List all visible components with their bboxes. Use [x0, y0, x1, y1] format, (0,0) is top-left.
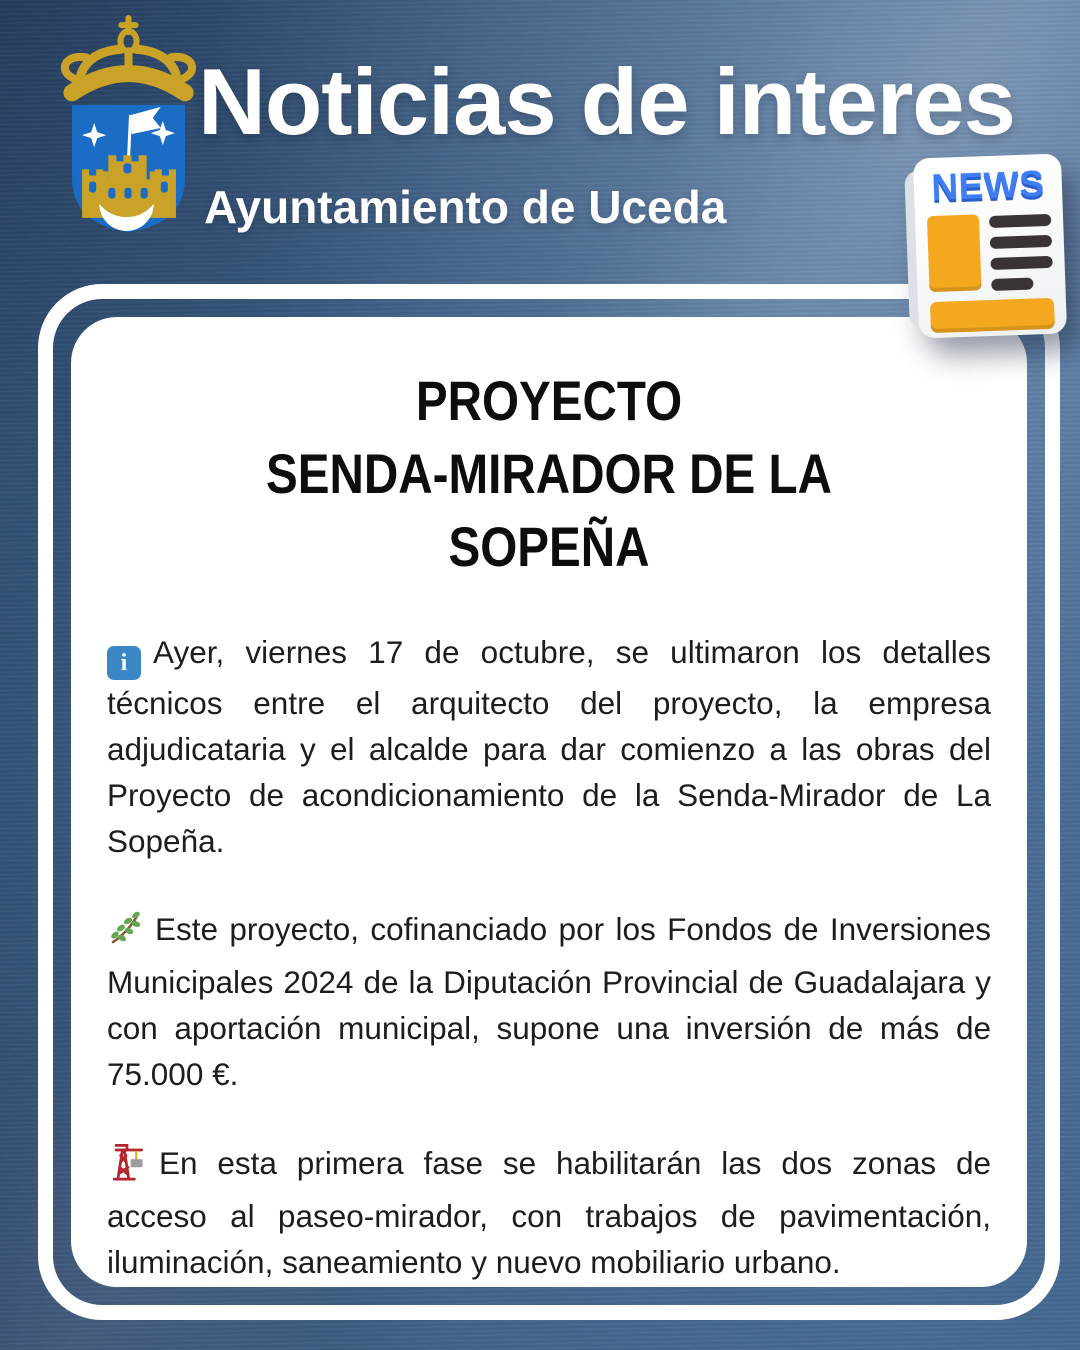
news-card [71, 317, 1027, 1287]
info-icon: i [107, 646, 141, 680]
card-title [172, 365, 927, 583]
news-icon-layout [927, 212, 1054, 293]
paragraph-details-text: Ayer, viernes 17 de octubre, se ultimaron los detalles técnicos entre el arquitecto del proyecto, la empresa adjudicataria y el alcalde para dar comienzo a las obras del Proyecto de acondicionamiento de la Senda-Mirador de La Sopeña. [107, 634, 991, 860]
page-title: Noticias de interes [198, 49, 1015, 154]
card-title-line2: SENDA-MIRADOR DE LA SOPEÑA [266, 441, 832, 578]
paragraph-details [107, 629, 991, 864]
news-icon [913, 153, 1067, 338]
paragraph-funding [107, 906, 991, 1097]
crown-icon [65, 18, 192, 93]
paragraph-works [107, 1139, 991, 1285]
paragraph-funding-text: Este proyecto, cofinanciado por los Fondos de Inversiones Municipales 2024 de la Diputación Provincial de Guadalajara y con aportación municipal, supone una inversión de más de 75.000 €. [107, 911, 991, 1093]
page-subtitle: Ayuntamiento de Uceda [204, 181, 727, 233]
news-icon-label: NEWS [930, 163, 1046, 208]
card-title-line1: PROYECTO [415, 369, 683, 432]
news-icon-photo-block [927, 214, 982, 292]
news-icon-face [913, 153, 1067, 338]
card-frame [38, 284, 1060, 1320]
news-icon-bottom-block [930, 298, 1055, 333]
herb-icon [107, 911, 143, 959]
uceda-coat-of-arms [40, 14, 218, 236]
news-icon-text-lines [989, 212, 1054, 291]
paragraph-works-text: En esta primera fase se habilitarán las dos zonas de acceso al paseo-mirador, con trabajos de pavimentación, iluminación, saneamiento y nuevo mobiliario urbano. [107, 1145, 991, 1281]
construction-crane-icon [107, 1139, 147, 1193]
